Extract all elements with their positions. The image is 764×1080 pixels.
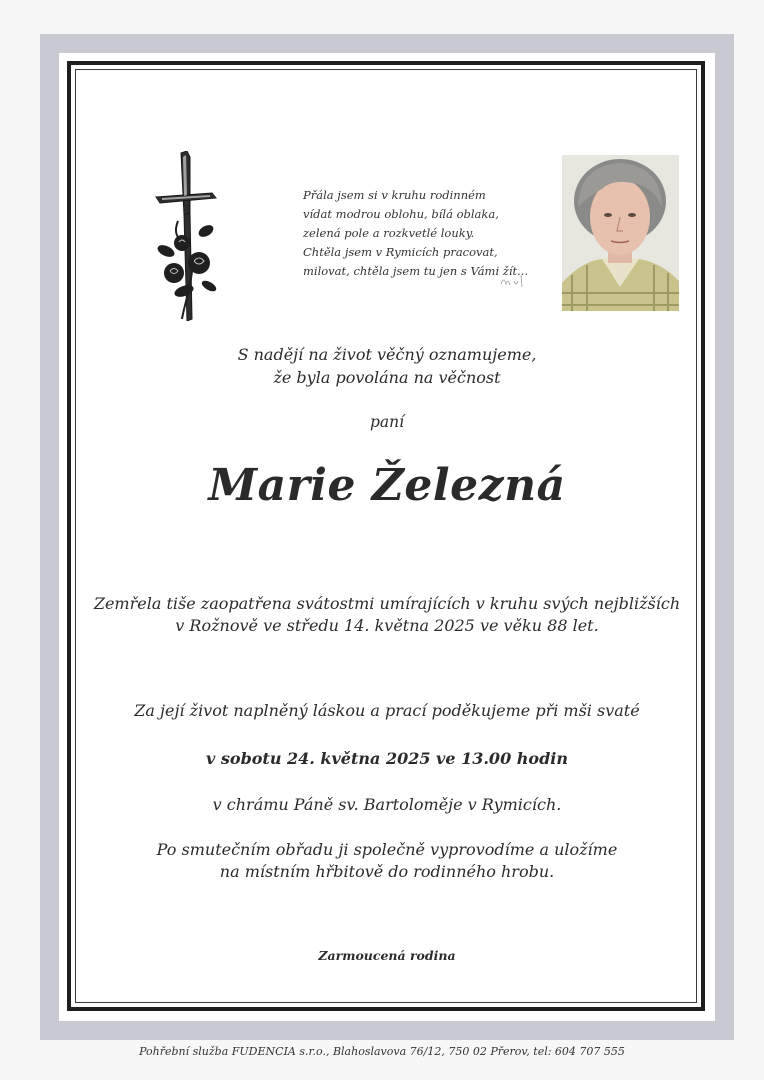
sheet-border <box>40 34 734 1040</box>
poem-text <box>303 186 563 281</box>
obituary-paper <box>59 53 715 1021</box>
deceased-name: Marie Železná <box>208 460 566 511</box>
poem-line: Chtěla jsem v Rymicích pracovat, <box>303 245 498 259</box>
mass-thanks: Za její život naplněný láskou a prací poděkujeme při mši svaté <box>134 701 640 720</box>
cross-with-roses-icon <box>154 151 220 321</box>
intro-text <box>59 343 715 389</box>
burial-text <box>59 839 715 883</box>
death-line: Zemřela tiše zaopatřena svátostmi umírajících v kruhu svých nejbližších <box>93 594 681 613</box>
funeral-service-footer: Pohřební služba FUDENCIA s.r.o., Blahoslavova 76/12, 750 02 Přerov, tel: 604 707 555 <box>139 1045 625 1058</box>
poem-line: zelená pole a rozkvetlé louky. <box>303 226 475 240</box>
death-details <box>59 593 715 637</box>
burial-line: Po smutečním obřadu ji společně vyprovodíme a uložíme <box>156 840 618 859</box>
burial-line: na místním hřbitově do rodinného hrobu. <box>219 862 555 881</box>
intro-line: že byla povolána na věčnost <box>273 368 501 387</box>
death-line: v Rožnově ve středu 14. května 2025 ve věku 88 let. <box>175 616 599 635</box>
ceremony-datetime: v sobotu 24. května 2025 ve 13.00 hodin <box>206 749 568 768</box>
title-word: paní <box>369 413 405 431</box>
poem-line: milovat, chtěla jsem tu jen s Vámi žít... <box>303 264 529 278</box>
intro-line: S nadějí na život věčný oznamujeme, <box>237 345 537 364</box>
handwritten-scribble <box>499 270 529 290</box>
poem-line: vídat modrou oblohu, bílá oblaka, <box>303 207 499 221</box>
signature-family: Zarmoucená rodina <box>318 948 456 963</box>
church-location: v chrámu Páně sv. Bartoloměje v Rymicích. <box>212 795 562 814</box>
portrait-photo <box>562 155 679 311</box>
poem-line: Přála jsem si v kruhu rodinném <box>303 188 486 202</box>
